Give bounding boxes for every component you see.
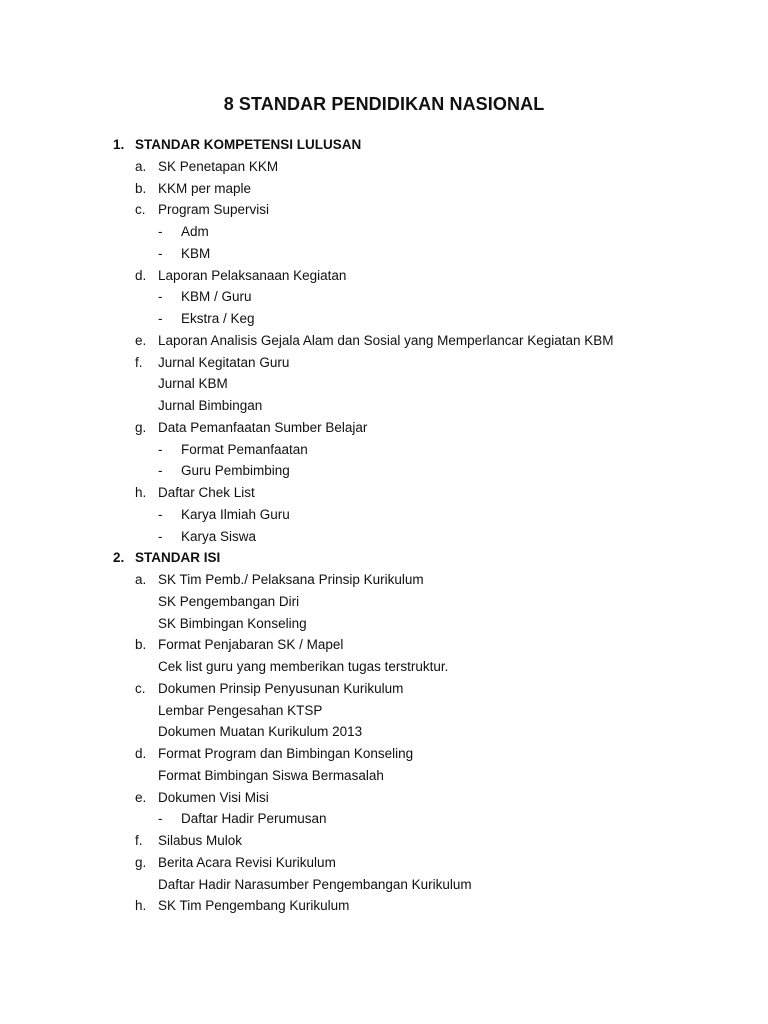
section-number: 2. bbox=[113, 550, 125, 566]
list-item bbox=[0, 178, 768, 200]
list-item bbox=[0, 634, 768, 656]
item-text: Laporan Analisis Gejala Alam dan Sosial yang Memperlancar Kegiatan KBM bbox=[158, 332, 614, 348]
item-text: Berita Acara Revisi Kurikulum bbox=[158, 854, 336, 870]
sub-item bbox=[0, 460, 768, 482]
continuation-line bbox=[0, 613, 768, 635]
continuation-line bbox=[0, 874, 768, 896]
list-item bbox=[0, 830, 768, 852]
item-text: Silabus Mulok bbox=[158, 833, 243, 848]
sub-item bbox=[0, 308, 768, 330]
item-letter: a. bbox=[135, 572, 147, 587]
item-letter: a. bbox=[135, 158, 147, 174]
dash-bullet: - bbox=[158, 528, 163, 544]
list-item bbox=[0, 417, 768, 439]
dash-bullet: - bbox=[158, 224, 163, 239]
list-item bbox=[0, 330, 768, 352]
continuation-line bbox=[0, 395, 768, 417]
item-letter: b. bbox=[135, 180, 147, 196]
item-text: Laporan Pelaksanaan Kegiatan bbox=[158, 267, 347, 283]
item-letter: f. bbox=[135, 354, 143, 370]
item-letter: c. bbox=[135, 680, 146, 696]
continuation-line bbox=[0, 700, 768, 722]
item-text: Cek list guru yang memberikan tugas terstruktur. bbox=[158, 659, 449, 674]
item-letter: g. bbox=[135, 854, 147, 870]
list-item bbox=[0, 569, 768, 591]
item-letter: h. bbox=[135, 485, 147, 500]
item-letter: g. bbox=[135, 419, 147, 435]
item-text: Format Penjabaran SK / Mapel bbox=[158, 637, 344, 653]
item-text: Jurnal Bimbingan bbox=[158, 398, 263, 413]
dash-bullet: - bbox=[158, 311, 163, 326]
list-item bbox=[0, 156, 768, 178]
list-item bbox=[0, 743, 768, 765]
item-text: Lembar Pengesahan KTSP bbox=[158, 702, 323, 718]
continuation-line bbox=[0, 373, 768, 395]
list-item bbox=[0, 265, 768, 287]
list-item bbox=[0, 352, 768, 374]
sub-item-text: Daftar Hadir Perumusan bbox=[181, 811, 327, 827]
sub-item bbox=[0, 221, 768, 243]
item-letter: e. bbox=[135, 789, 147, 805]
sub-item bbox=[0, 526, 768, 548]
item-text: Daftar Chek List bbox=[158, 485, 255, 500]
item-text: KKM per maple bbox=[158, 180, 252, 196]
item-text: SK Tim Pengembang Kurikulum bbox=[158, 898, 350, 914]
sub-item bbox=[0, 286, 768, 308]
section-heading bbox=[0, 547, 768, 569]
document-title: 8 STANDAR PENDIDIKAN NASIONAL bbox=[223, 94, 545, 114]
dash-bullet: - bbox=[158, 463, 163, 479]
list-item bbox=[0, 199, 768, 221]
section-heading bbox=[0, 134, 768, 156]
item-letter: d. bbox=[135, 746, 147, 761]
continuation-line bbox=[0, 765, 768, 787]
sub-item-text: Guru Pembimbing bbox=[181, 463, 290, 479]
item-text: Format Program dan Bimbingan Konseling bbox=[158, 746, 414, 761]
sub-item bbox=[0, 808, 768, 830]
sub-item bbox=[0, 243, 768, 265]
item-text: Format Bimbingan Siswa Bermasalah bbox=[158, 767, 384, 783]
item-text: Daftar Hadir Narasumber Pengembangan Kurikulum bbox=[158, 876, 472, 892]
sub-item-text: Ekstra / Keg bbox=[181, 311, 255, 326]
list-item bbox=[0, 787, 768, 809]
sub-item-text: Adm bbox=[181, 224, 209, 239]
continuation-line bbox=[0, 721, 768, 743]
list-item bbox=[0, 852, 768, 874]
sub-item-text: KBM bbox=[181, 245, 211, 261]
item-text: Jurnal KBM bbox=[158, 376, 228, 392]
item-text: Dokumen Prinsip Penyusunan Kurikulum bbox=[158, 680, 404, 696]
list-item bbox=[0, 482, 768, 504]
item-text: Jurnal Kegitatan Guru bbox=[158, 354, 290, 370]
sub-item-text: KBM / Guru bbox=[181, 289, 252, 305]
list-item bbox=[0, 678, 768, 700]
item-text: Data Pemanfaatan Sumber Belajar bbox=[158, 419, 368, 435]
continuation-line bbox=[0, 591, 768, 613]
section-number: 1. bbox=[113, 137, 125, 152]
item-text: Dokumen Visi Misi bbox=[158, 789, 269, 805]
continuation-line bbox=[0, 656, 768, 678]
item-text: SK Penetapan KKM bbox=[158, 158, 279, 174]
item-letter: d. bbox=[135, 267, 147, 283]
item-text: Program Supervisi bbox=[158, 202, 270, 218]
dash-bullet: - bbox=[158, 811, 163, 827]
sub-item-text: Karya Ilmiah Guru bbox=[181, 506, 290, 522]
sub-item-text: Karya Siswa bbox=[181, 528, 257, 544]
item-text: SK Bimbingan Konseling bbox=[158, 615, 307, 631]
section-title: STANDAR KOMPETENSI LULUSAN bbox=[135, 137, 362, 152]
dash-bullet: - bbox=[158, 245, 163, 261]
item-letter: h. bbox=[135, 898, 147, 914]
dash-bullet: - bbox=[158, 289, 163, 305]
item-letter: f. bbox=[135, 833, 143, 848]
item-letter: b. bbox=[135, 637, 147, 653]
sub-item bbox=[0, 504, 768, 526]
section-title: STANDAR ISI bbox=[135, 550, 221, 566]
document-body bbox=[0, 134, 768, 917]
dash-bullet: - bbox=[158, 441, 163, 457]
list-item bbox=[0, 895, 768, 917]
dash-bullet: - bbox=[158, 506, 163, 522]
item-letter: c. bbox=[135, 202, 146, 218]
sub-item-text: Format Pemanfaatan bbox=[181, 441, 308, 457]
item-text: SK Tim Pemb./ Pelaksana Prinsip Kurikulum bbox=[158, 572, 424, 587]
item-text: SK Pengembangan Diri bbox=[158, 593, 300, 609]
item-letter: e. bbox=[135, 332, 147, 348]
sub-item bbox=[0, 439, 768, 461]
item-text: Dokumen Muatan Kurikulum 2013 bbox=[158, 724, 363, 740]
